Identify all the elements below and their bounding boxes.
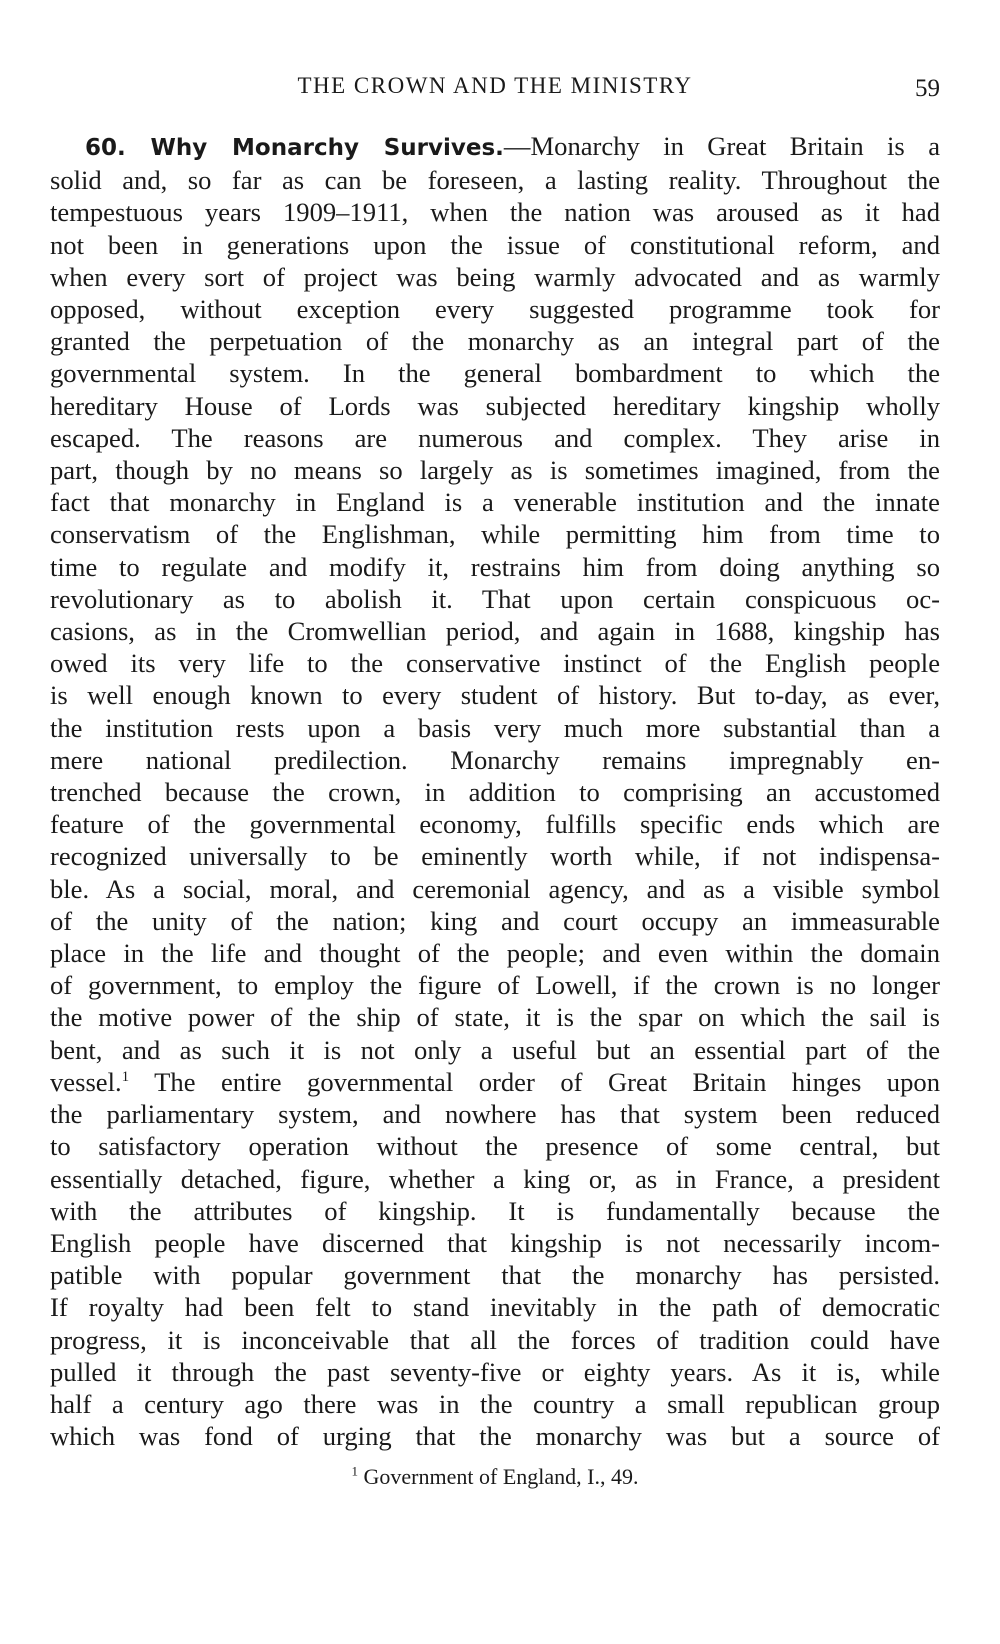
- text-line: feature of the governmental economy, fulfills specific ends which are: [50, 809, 940, 840]
- text-line: governmental system. In the general bombardment to which the: [50, 358, 940, 389]
- text-line: when every sort of project was being warmly advocated and as warmly: [50, 261, 940, 292]
- text-line: escaped. The reasons are numerous and complex. They arise in: [50, 422, 940, 453]
- em-dash: —: [503, 131, 531, 161]
- text-line: part, though by no means so largely as is sometimes imagined, from the: [50, 455, 940, 486]
- text-line: essentially detached, figure, whether a king or, as in France, a president: [50, 1163, 940, 1194]
- text-line: granted the perpetuation of the monarchy as an integral part of the: [50, 326, 940, 357]
- text-line: of the unity of the nation; king and court occupy an immeasurable: [50, 905, 940, 936]
- text-line: which was fond of urging that the monarchy was but a source of: [50, 1421, 940, 1452]
- text-line: pulled it through the past seventy-five or eighty years. As it is, while: [50, 1356, 940, 1387]
- text-fragment: The entire governmental order of Great Britain hinges upon: [129, 1066, 940, 1097]
- footnote-number: 1: [351, 1464, 359, 1479]
- footnote: [50, 1464, 940, 1490]
- section-heading: 60. Why Monarchy Survives.: [85, 135, 504, 161]
- text-line: owed its very life to the conservative instinct of the English people: [50, 648, 940, 679]
- footnote-marker: 1: [121, 1069, 130, 1086]
- text-line: the motive power of the ship of state, it is the spar on which the sail is: [50, 1002, 940, 1033]
- text-line: not been in generations upon the issue of constitutional reform, and: [50, 229, 940, 260]
- text-line: half a century ago there was in the country a small republican group: [50, 1388, 940, 1419]
- text-line: of government, to employ the figure of Lowell, if the crown is no longer: [50, 970, 940, 1001]
- text-line: [50, 130, 940, 164]
- text-line: ble. As a social, moral, and ceremonial agency, and as a visible symbol: [50, 873, 940, 904]
- text-line: the parliamentary system, and nowhere has that system been reduced: [50, 1099, 940, 1130]
- page-number: 59: [915, 75, 940, 102]
- running-head: [50, 70, 940, 110]
- text-line: patible with popular government that the monarchy has persisted.: [50, 1260, 940, 1291]
- text-line: bent, and as such it is not only a useful but an essential part of the: [50, 1034, 940, 1065]
- text-line: casions, as in the Cromwellian period, and again in 1688, kingship has: [50, 616, 940, 647]
- text-line: tempestuous years 1909–1911, when the nation was aroused as it had: [50, 197, 940, 228]
- text-line: is well enough known to every student of history. But to-day, as ever,: [50, 680, 940, 711]
- text-line: fact that monarchy in England is a venerable institution and the innate: [50, 487, 940, 518]
- text-line: progress, it is inconceivable that all the forces of tradition could have: [50, 1324, 940, 1355]
- text-line: time to regulate and modify it, restrains him from doing anything so: [50, 551, 940, 582]
- text-line: trenched because the crown, in addition to comprising an accustomed: [50, 777, 940, 808]
- text-line: revolutionary as to abolish it. That upon certain conspicuous oc-: [50, 583, 940, 614]
- text-line-content: Monarchy in Great Britain is a: [530, 131, 941, 161]
- text-line: place in the life and thought of the people; and even within the domain: [50, 938, 940, 969]
- text-line: conservatism of the Englishman, while permitting him from time to: [50, 519, 940, 550]
- text-line: mere national predilection. Monarchy remains impregnably en-: [50, 744, 940, 775]
- text-line: [50, 1066, 940, 1098]
- text-fragment: vessel.: [50, 1066, 122, 1097]
- text-line: with the attributes of kingship. It is fundamentally because the: [50, 1195, 940, 1226]
- text-line: the institution rests upon a basis very much more substantial than a: [50, 712, 940, 743]
- text-line: recognized universally to be eminently worth while, if not indispensa-: [50, 841, 940, 872]
- footnote-text: Government of England, I., 49.: [358, 1464, 639, 1490]
- page: [50, 70, 940, 1490]
- text-line: If royalty had been felt to stand inevitably in the path of democratic: [50, 1292, 940, 1323]
- text-line: hereditary House of Lords was subjected hereditary kingship wholly: [50, 390, 940, 421]
- text-line: to satisfactory operation without the presence of some central, but: [50, 1131, 940, 1162]
- text-line: solid and, so far as can be foreseen, a lasting reality. Throughout the: [50, 165, 940, 196]
- text-line: English people have discerned that kingship is not necessarily incom-: [50, 1227, 940, 1258]
- body-paragraph: [50, 130, 940, 1452]
- running-title: THE CROWN AND THE MINISTRY: [297, 73, 693, 98]
- text-line: opposed, without exception every suggested programme took for: [50, 294, 940, 325]
